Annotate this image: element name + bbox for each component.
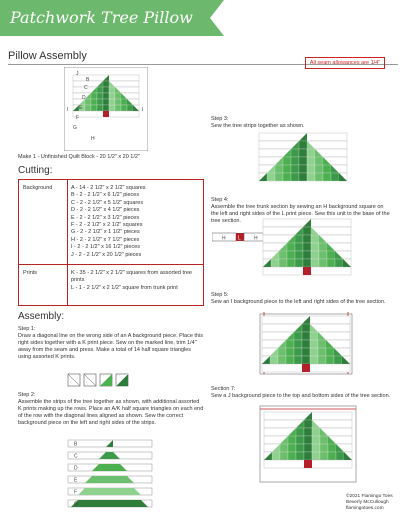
- tree-square: [99, 464, 106, 471]
- tree-square: [302, 332, 310, 340]
- tree-square: [106, 500, 113, 507]
- tree-square: [279, 259, 287, 267]
- step-title: Step 2:: [18, 392, 36, 398]
- list-item: A - 14 - 2 1/2" x 2 1/2" squares: [71, 185, 146, 191]
- tree-square: [92, 488, 99, 495]
- tree-square: [127, 105, 133, 111]
- tree-square: [323, 173, 331, 181]
- tree-square: [303, 243, 311, 251]
- tree-square: [318, 348, 326, 356]
- hero-label-i-left: I: [67, 107, 69, 113]
- tree-square: [311, 235, 319, 243]
- tree-square: [312, 436, 320, 444]
- tree-square: [287, 251, 295, 259]
- tree-square: [299, 149, 307, 157]
- tree-square: [134, 500, 141, 507]
- title-banner: [0, 0, 210, 36]
- tree-square: [288, 436, 296, 444]
- tree-square: [85, 488, 92, 495]
- tree-square: [280, 452, 288, 460]
- tree-square: [326, 356, 334, 364]
- step-text: Sew an I background piece to the left and right sides of the tree section.: [211, 299, 386, 305]
- step-3: [211, 116, 391, 130]
- list-item: F - 2 - 2 1/2" x 2 1/2" squares: [71, 222, 143, 229]
- strip-label: D: [74, 465, 78, 472]
- tree-square: [106, 452, 113, 459]
- tree-square: [127, 500, 134, 507]
- tree-square: [303, 227, 311, 235]
- tree-square: [304, 452, 312, 460]
- strips-diagram: [66, 438, 162, 518]
- tree-square: [113, 500, 120, 507]
- hero-label-e: E: [79, 105, 83, 111]
- tree-square: [279, 251, 287, 259]
- trunk-square: [302, 364, 310, 372]
- tree-square: [113, 488, 120, 495]
- cutting-row-background: [19, 180, 203, 265]
- tree-strips-diagram: [258, 132, 348, 194]
- list-item: E - 2 - 2 1/2" x 3 1/2" pieces: [71, 214, 140, 221]
- tree-with-sides-diagram: [258, 312, 354, 382]
- step-2: [18, 392, 204, 427]
- hero-label-b: B: [86, 77, 90, 83]
- strip-label: E: [74, 477, 78, 484]
- tree-square: [294, 356, 302, 364]
- step-title: Step 3:: [211, 116, 229, 122]
- strip-label: C: [74, 453, 78, 460]
- trunk-label-l: L: [238, 235, 241, 242]
- tree-square: [283, 157, 291, 165]
- tree-square: [312, 444, 320, 452]
- tree-square: [299, 165, 307, 173]
- tree-square: [103, 81, 109, 87]
- page-title: Patchwork Tree Pillow: [10, 8, 193, 27]
- background-list: [71, 185, 199, 259]
- tree-square: [327, 251, 335, 259]
- credit-line: Beverly McCullough: [346, 500, 389, 505]
- tree-square: [304, 420, 312, 428]
- tree-square: [328, 452, 336, 460]
- credit-line: ©2021 Flamingo Toes: [346, 494, 393, 499]
- tree-square: [307, 165, 315, 173]
- tree-square: [85, 500, 92, 507]
- tree-square: [291, 165, 299, 173]
- tree-square: [294, 348, 302, 356]
- tree-square: [307, 149, 315, 157]
- tree-square: [296, 444, 304, 452]
- tree-square: [334, 356, 342, 364]
- hero-label-f: F: [76, 115, 80, 121]
- tree-square: [91, 105, 97, 111]
- tree-square: [327, 259, 335, 267]
- prints-list: [71, 270, 199, 292]
- tree-square: [85, 99, 91, 105]
- cutting-row-prints: [19, 265, 203, 305]
- tree-square: [99, 476, 106, 483]
- list-item: C - 2 - 2 1/2" x 5 1/2" squares: [71, 199, 144, 206]
- finished-block-diagram: [258, 404, 358, 486]
- tree-square: [299, 173, 307, 181]
- tree-square: [275, 165, 283, 173]
- tree-square: [296, 428, 304, 436]
- tree-square: [295, 259, 303, 267]
- list-item: J - 2 - 2 1/2" x 20 1/2" pieces: [71, 251, 142, 258]
- tree-square: [115, 99, 121, 105]
- trunk-label-h-left: H: [222, 235, 226, 242]
- tree-square: [323, 165, 331, 173]
- trunk-square: [303, 267, 311, 275]
- tree-square: [291, 149, 299, 157]
- tree-square: [97, 87, 103, 93]
- tree-square: [331, 173, 339, 181]
- tree-square: [310, 348, 318, 356]
- hero-label-d: D: [82, 95, 86, 101]
- step-text: Draw a diagonal line on the wrong side of an A background piece. Place this right sides together with a K print piece. Sew on the marked line, trim 1/4" away from the seam and press. Make a total of 14 half square triangles using assorted K prints.: [18, 333, 203, 360]
- tree-square: [302, 348, 310, 356]
- credit: [346, 494, 393, 512]
- tree-square: [299, 157, 307, 165]
- tree-square: [121, 105, 127, 111]
- tree-square: [272, 452, 280, 460]
- tree-square: [106, 464, 113, 471]
- hero-label-j: J: [76, 71, 79, 77]
- tree-square: [335, 259, 343, 267]
- tree-square: [320, 452, 328, 460]
- trunk-square: [304, 460, 312, 468]
- tree-square: [299, 141, 307, 149]
- tree-square: [295, 243, 303, 251]
- tree-square: [270, 356, 278, 364]
- tree-square: [304, 436, 312, 444]
- tree-square: [291, 173, 299, 181]
- strip-label: G: [74, 501, 78, 508]
- list-item: G - 2 - 2 1/2" x 1 1/2" pieces: [71, 229, 140, 236]
- cutting-table: [18, 179, 204, 306]
- step-1: [18, 326, 204, 361]
- step-title: Step 5:: [211, 292, 229, 298]
- tree-square: [106, 488, 113, 495]
- tree-square: [115, 105, 121, 111]
- tree-square: [85, 105, 91, 111]
- tree-square: [304, 428, 312, 436]
- tree-square: [294, 340, 302, 348]
- strip-label: B: [74, 441, 78, 448]
- tree-square: [328, 444, 336, 452]
- tree-square: [120, 488, 127, 495]
- tree-square: [103, 105, 109, 111]
- tree-square: [302, 356, 310, 364]
- tree-square: [326, 348, 334, 356]
- tree-square: [99, 500, 106, 507]
- trunk-square: [103, 111, 109, 117]
- tree-square: [312, 452, 320, 460]
- seam-note: All seam allowances are 1/4": [305, 57, 385, 69]
- tree-square: [291, 157, 299, 165]
- tree-square: [267, 173, 275, 181]
- list-item: L - 1 - 2 1/2" x 2 1/2" square from trunk print: [71, 284, 178, 291]
- tree-square: [106, 476, 113, 483]
- tree-square: [288, 444, 296, 452]
- tree-square: [307, 157, 315, 165]
- step-title: Step 1:: [18, 326, 36, 332]
- tree-square: [319, 259, 327, 267]
- block-diagram: [64, 67, 148, 151]
- tree-square: [103, 99, 109, 105]
- tree-square: [318, 356, 326, 364]
- assembly-heading: Assembly:: [18, 311, 65, 322]
- tree-square: [315, 173, 323, 181]
- tree-square: [307, 173, 315, 181]
- tree-square: [295, 251, 303, 259]
- tree-square: [109, 105, 115, 111]
- tree-square: [278, 348, 286, 356]
- credit-line: flamingotoes.com: [346, 506, 384, 511]
- tree-square: [271, 259, 279, 267]
- tree-square: [278, 356, 286, 364]
- cutting-heading: Cutting:: [18, 165, 53, 176]
- tree-square: [109, 99, 115, 105]
- tree-square: [311, 251, 319, 259]
- tree-square: [275, 173, 283, 181]
- tree-square: [310, 332, 318, 340]
- list-item: I - 2 - 2 1/2" x 16 1/2" pieces: [71, 244, 141, 251]
- tree-square: [310, 340, 318, 348]
- tree-square: [287, 259, 295, 267]
- hst-diagrams: [67, 373, 137, 387]
- tree-square: [91, 93, 97, 99]
- tree-square: [103, 93, 109, 99]
- tree-square: [97, 105, 103, 111]
- tree-square: [283, 173, 291, 181]
- hero-label-g: G: [73, 125, 77, 131]
- tree-square: [97, 93, 103, 99]
- tree-square: [311, 259, 319, 267]
- tree-square: [319, 243, 327, 251]
- tree-square: [303, 251, 311, 259]
- tree-square: [296, 436, 304, 444]
- tree-square: [113, 476, 120, 483]
- column-divider: [67, 180, 68, 305]
- step-text: Assemble the tree trunk section by sewing an H background square on the left and right sides of the L print piece. Sew this unit to the base of the tree section.: [211, 204, 390, 224]
- tree-square: [336, 452, 344, 460]
- tree-square: [312, 428, 320, 436]
- list-item: B - 2 - 2 1/2" x 6 1/2" pieces: [71, 192, 140, 199]
- tree-square: [302, 324, 310, 332]
- tree-square: [109, 87, 115, 93]
- tree-square: [286, 348, 294, 356]
- list-item: D - 2 - 2 1/2" x 4 1/2" pieces: [71, 207, 140, 214]
- tree-square: [302, 340, 310, 348]
- tree-square: [91, 99, 97, 105]
- step-text: Assemble the strips of the tree together as shown, with additional assorted K prints making up the rows. Place an A/K half square triangles on each end of the row with the diagonal lines aligned as shown. Sew the correct background piece on the left and right sides of the strips.: [18, 399, 204, 426]
- strip-label: F: [74, 489, 78, 496]
- tree-square: [303, 259, 311, 267]
- tree-square: [319, 251, 327, 259]
- tree-square: [318, 340, 326, 348]
- block-caption: Make 1 - Unfinished Quilt Block - 20 1/2" x 20 1/2": [18, 154, 140, 160]
- step-text: Sew a J background piece to the top and bottom sides of the tree section.: [211, 393, 391, 399]
- tree-square: [294, 332, 302, 340]
- tree-square: [115, 93, 121, 99]
- tree-square: [103, 87, 109, 93]
- tree-square: [320, 436, 328, 444]
- tree-square: [315, 165, 323, 173]
- tree-square: [109, 93, 115, 99]
- tree-square: [296, 452, 304, 460]
- tree-square: [280, 444, 288, 452]
- hero-label-h: H: [91, 136, 95, 142]
- tree-square: [121, 99, 127, 105]
- step-text: Sew the tree strips together as shown.: [211, 123, 305, 129]
- tree-square: [311, 243, 319, 251]
- tree-square: [92, 500, 99, 507]
- section-title: Pillow Assembly: [8, 50, 87, 62]
- tree-square: [288, 452, 296, 460]
- step-title: Section 7:: [211, 386, 236, 392]
- tree-square: [120, 500, 127, 507]
- tree-square: [320, 444, 328, 452]
- tree-square: [78, 500, 85, 507]
- tree-square: [92, 476, 99, 483]
- tree-square: [286, 356, 294, 364]
- tree-square: [286, 340, 294, 348]
- tree-square: [113, 464, 120, 471]
- list-item: H - 2 - 2 1/2" x 7 1/2" pieces: [71, 236, 140, 243]
- tree-square: [295, 235, 303, 243]
- list-item: K - 35 - 2 1/2" x 2 1/2" squares from assorted tree prints: [71, 270, 192, 284]
- hero-label-c: C: [84, 85, 88, 91]
- tree-square: [97, 99, 103, 105]
- tree-square: [315, 157, 323, 165]
- step-6: [211, 386, 391, 400]
- tree-square: [127, 488, 134, 495]
- prints-label: Prints: [23, 270, 38, 276]
- background-label: Background: [23, 185, 53, 191]
- tree-square: [283, 165, 291, 173]
- tree-square: [310, 356, 318, 364]
- step-title: Step 4:: [211, 197, 229, 203]
- tree-square: [287, 243, 295, 251]
- tree-square: [99, 488, 106, 495]
- tree-square: [120, 476, 127, 483]
- tree-with-trunk-diagram: [262, 218, 352, 286]
- hero-label-i-right: I: [142, 107, 144, 113]
- step-5: [211, 292, 391, 306]
- trunk-label-h-right: H: [254, 235, 258, 242]
- tree-square: [304, 444, 312, 452]
- tree-square: [303, 235, 311, 243]
